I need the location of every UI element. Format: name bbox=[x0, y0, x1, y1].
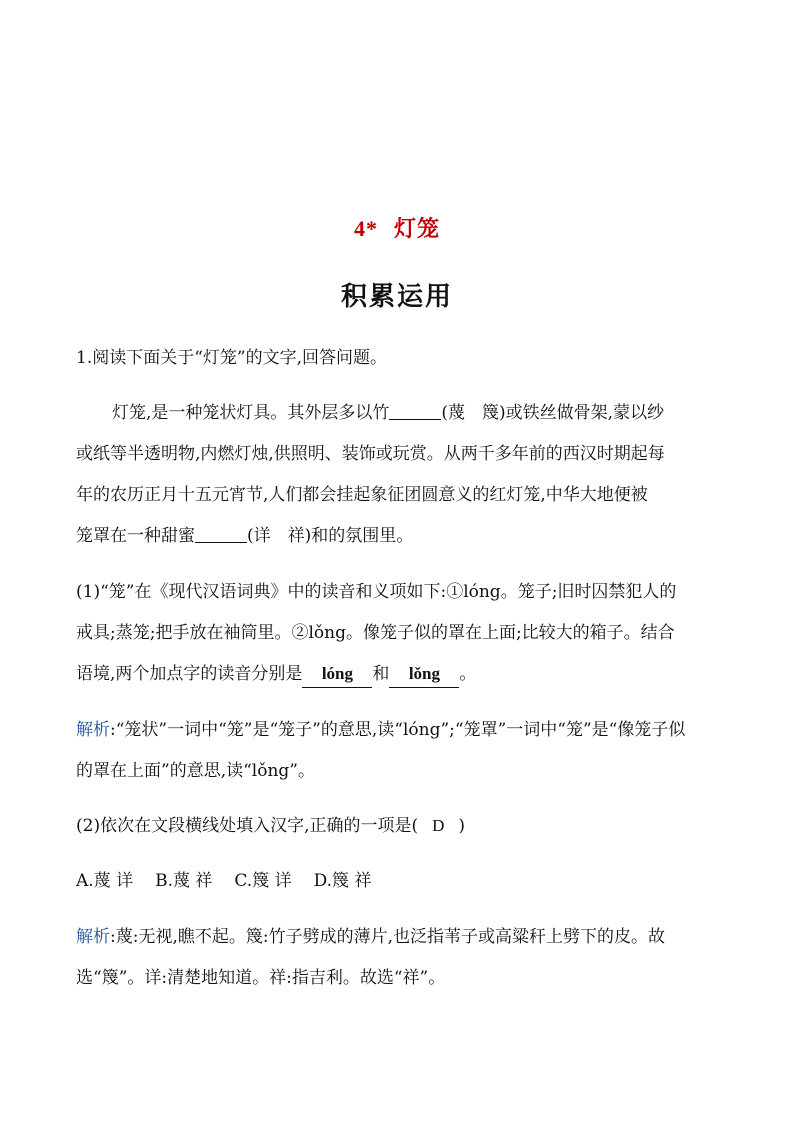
analysis-text: :蔑:无视,瞧不起。篾:竹子劈成的薄片,也泛指苇子或高粱秆上劈下的皮。故 bbox=[110, 927, 665, 947]
sub-question-text: ) bbox=[458, 816, 466, 836]
sub-question-text: 语境,两个加点字的读音分别是 bbox=[76, 664, 303, 684]
passage-line-2: 或纸等半透明物,内燃灯烛,供照明、装饰或玩赏。从两千多年前的西汉时期起每 bbox=[76, 444, 665, 464]
analysis-label: 解析 bbox=[76, 927, 110, 947]
analysis-1-line-2: 的罩在上面”的意思,读“lǒng”。 bbox=[76, 761, 315, 781]
sub-question-2-stem bbox=[76, 813, 726, 839]
passage-line-3: 年的农历正月十五元宵节,人们都会挂起象征团圆意义的红灯笼,中华大地便被 bbox=[76, 485, 648, 505]
analysis-2-line-1 bbox=[76, 924, 726, 950]
fill-blank-1 bbox=[389, 401, 441, 420]
answer-blank-2: lǒng bbox=[389, 661, 459, 688]
option-d: D.篾 祥 bbox=[313, 871, 372, 891]
analysis-label: 解析 bbox=[76, 720, 110, 740]
sub-question-1-line-3 bbox=[76, 661, 726, 688]
chapter-name: 灯笼 bbox=[393, 216, 440, 242]
options-row bbox=[76, 868, 726, 894]
fill-blank-2 bbox=[195, 524, 247, 543]
option-a: A.蔑 详 bbox=[76, 871, 134, 891]
question-stem: 1.阅读下面关于“灯笼”的文字,回答问题。 bbox=[76, 348, 388, 368]
sub-question-text: 。 bbox=[459, 664, 477, 684]
choice-answer: D bbox=[432, 816, 445, 835]
answer-blank-1: lóng bbox=[302, 661, 372, 688]
passage-text: (详 祥)和的氛围里。 bbox=[247, 526, 414, 546]
section-title: 积累运用 bbox=[340, 282, 453, 312]
passage-line-1 bbox=[112, 400, 762, 426]
option-b: B.蔑 祥 bbox=[155, 871, 213, 891]
passage-line-4 bbox=[76, 523, 726, 549]
sub-question-1-line-2: 戒具;蒸笼;把手放在袖筒里。②lǒng。像笼子似的罩在上面;比较大的箱子。结合 bbox=[76, 623, 675, 643]
analysis-text: :“笼状”一词中“笼”是“笼子”的意思,读“lóng”;“笼罩”一词中“笼”是“像笼子似 bbox=[110, 720, 686, 740]
sub-question-text: (2)依次在文段横线处填入汉字,正确的一项是( bbox=[76, 816, 419, 836]
chapter-title bbox=[0, 212, 794, 243]
passage-text: 灯笼,是一种笼状灯具。其外层多以竹 bbox=[112, 403, 390, 423]
sub-question-1-line-1: (1)“笼”在《现代汉语词典》中的读音和义项如下:①lóng。笼子;旧时囚禁犯人的 bbox=[76, 582, 677, 602]
passage-text: (蔑 篾)或铁丝做骨架,蒙以纱 bbox=[441, 403, 665, 423]
analysis-1-line-1 bbox=[76, 717, 726, 743]
option-c: C.篾 详 bbox=[234, 871, 292, 891]
passage-text: 笼罩在一种甜蜜 bbox=[76, 526, 195, 546]
sub-question-text: 和 bbox=[372, 664, 390, 684]
analysis-2-line-2: 选“篾”。详:清楚地知道。祥:指吉利。故选“祥”。 bbox=[76, 968, 446, 988]
chapter-number: 4* bbox=[353, 216, 378, 241]
